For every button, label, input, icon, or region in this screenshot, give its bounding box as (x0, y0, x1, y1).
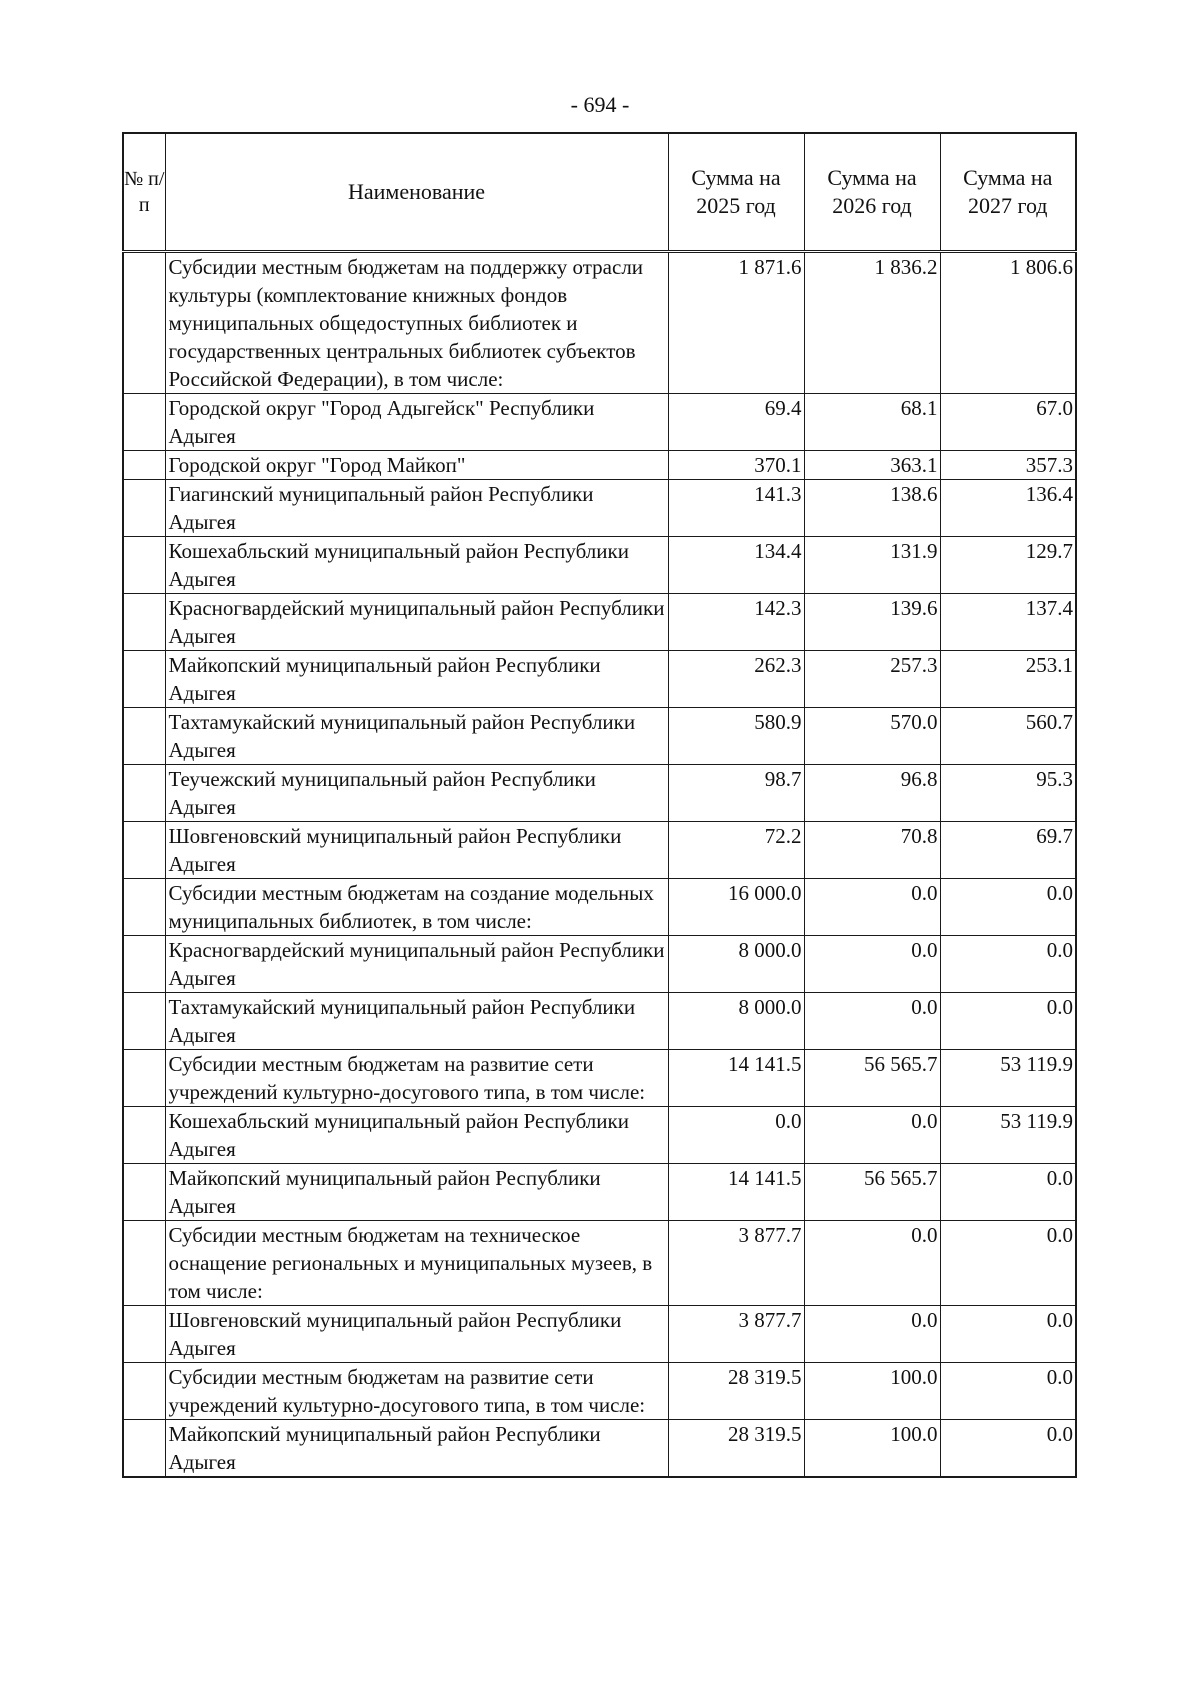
header-row (123, 133, 1076, 252)
row-sum-2025: 1 871.6 (668, 252, 804, 394)
row-sum-2026: 68.1 (804, 394, 940, 451)
row-sum-2026: 363.1 (804, 451, 940, 480)
row-sum-2025: 134.4 (668, 537, 804, 594)
row-number (123, 651, 165, 708)
row-sum-2027: 129.7 (940, 537, 1076, 594)
row-sum-2025: 28 319.5 (668, 1363, 804, 1420)
table-body (123, 252, 1076, 1478)
row-name: Субсидии местным бюджетам на поддержку отрасли культуры (комплектование книжных фондов муниципальных общедоступных библиотек и государственных центральных библиотек субъектов Российской Федерации), в том числе: (165, 252, 668, 394)
row-sum-2025: 3 877.7 (668, 1221, 804, 1306)
row-name: Кошехабльский муниципальный район Республики Адыгея (165, 1107, 668, 1164)
row-number (123, 1221, 165, 1306)
row-name: Субсидии местным бюджетам на развитие сети учреждений культурно-досугового типа, в том числе: (165, 1050, 668, 1107)
row-name: Красногвардейский муниципальный район Республики Адыгея (165, 936, 668, 993)
row-sum-2025: 3 877.7 (668, 1306, 804, 1363)
row-sum-2027: 137.4 (940, 594, 1076, 651)
row-name: Тахтамукайский муниципальный район Республики Адыгея (165, 993, 668, 1050)
table-row (123, 1306, 1076, 1363)
row-number (123, 394, 165, 451)
row-sum-2027: 53 119.9 (940, 1107, 1076, 1164)
row-sum-2025: 14 141.5 (668, 1050, 804, 1107)
budget-table (122, 132, 1077, 1478)
row-sum-2026: 56 565.7 (804, 1050, 940, 1107)
row-number (123, 822, 165, 879)
table-row (123, 252, 1076, 394)
row-number (123, 1107, 165, 1164)
table-row (123, 394, 1076, 451)
row-name: Майкопский муниципальный район Республики Адыгея (165, 1164, 668, 1221)
header-sum-2026: Сумма на 2026 год (804, 133, 940, 252)
row-sum-2026: 0.0 (804, 879, 940, 936)
row-sum-2025: 0.0 (668, 1107, 804, 1164)
header-name: Наименование (165, 133, 668, 252)
row-number (123, 594, 165, 651)
row-name: Майкопский муниципальный район Республики Адыгея (165, 1420, 668, 1478)
table-row (123, 1420, 1076, 1478)
row-sum-2027: 0.0 (940, 1306, 1076, 1363)
row-sum-2026: 100.0 (804, 1420, 940, 1478)
row-number (123, 936, 165, 993)
row-sum-2026: 257.3 (804, 651, 940, 708)
row-sum-2025: 72.2 (668, 822, 804, 879)
row-name: Субсидии местным бюджетам на создание модельных муниципальных библиотек, в том числе: (165, 879, 668, 936)
row-name: Кошехабльский муниципальный район Республики Адыгея (165, 537, 668, 594)
row-sum-2027: 1 806.6 (940, 252, 1076, 394)
page-number: - 694 - (570, 92, 630, 117)
row-sum-2027: 69.7 (940, 822, 1076, 879)
row-number (123, 1050, 165, 1107)
row-sum-2025: 69.4 (668, 394, 804, 451)
row-sum-2026: 0.0 (804, 1306, 940, 1363)
row-number (123, 708, 165, 765)
row-sum-2025: 262.3 (668, 651, 804, 708)
row-sum-2027: 0.0 (940, 1420, 1076, 1478)
row-sum-2027: 67.0 (940, 394, 1076, 451)
table-row (123, 822, 1076, 879)
row-sum-2025: 28 319.5 (668, 1420, 804, 1478)
row-sum-2027: 0.0 (940, 1164, 1076, 1221)
table-row (123, 651, 1076, 708)
row-sum-2025: 8 000.0 (668, 993, 804, 1050)
header-num: № п/п (123, 133, 165, 252)
row-name: Теучежский муниципальный район Республики Адыгея (165, 765, 668, 822)
table-row (123, 1107, 1076, 1164)
table-row (123, 1050, 1076, 1107)
row-number (123, 480, 165, 537)
row-sum-2026: 0.0 (804, 993, 940, 1050)
row-sum-2026: 131.9 (804, 537, 940, 594)
row-sum-2027: 0.0 (940, 1363, 1076, 1420)
row-sum-2026: 0.0 (804, 936, 940, 993)
table-row (123, 451, 1076, 480)
header-sum-2025: Сумма на 2025 год (668, 133, 804, 252)
row-number (123, 765, 165, 822)
table-row (123, 765, 1076, 822)
row-name: Субсидии местным бюджетам на развитие сети учреждений культурно-досугового типа, в том числе: (165, 1363, 668, 1420)
table-row (123, 480, 1076, 537)
row-number (123, 252, 165, 394)
row-number (123, 537, 165, 594)
row-sum-2027: 53 119.9 (940, 1050, 1076, 1107)
row-sum-2027: 0.0 (940, 993, 1076, 1050)
row-sum-2025: 580.9 (668, 708, 804, 765)
table-row (123, 594, 1076, 651)
row-number (123, 1164, 165, 1221)
row-sum-2025: 141.3 (668, 480, 804, 537)
row-sum-2025: 370.1 (668, 451, 804, 480)
row-sum-2025: 16 000.0 (668, 879, 804, 936)
row-sum-2026: 1 836.2 (804, 252, 940, 394)
row-name: Гиагинский муниципальный район Республики Адыгея (165, 480, 668, 537)
table-row (123, 1164, 1076, 1221)
row-sum-2026: 100.0 (804, 1363, 940, 1420)
row-sum-2026: 96.8 (804, 765, 940, 822)
row-number (123, 451, 165, 480)
table-row (123, 1221, 1076, 1306)
row-sum-2027: 357.3 (940, 451, 1076, 480)
row-number (123, 1363, 165, 1420)
table-row (123, 936, 1076, 993)
row-number (123, 1420, 165, 1478)
row-sum-2025: 98.7 (668, 765, 804, 822)
row-sum-2027: 136.4 (940, 480, 1076, 537)
header-sum-2027: Сумма на 2027 год (940, 133, 1076, 252)
row-name: Тахтамукайский муниципальный район Республики Адыгея (165, 708, 668, 765)
table-header (123, 133, 1076, 252)
row-sum-2026: 139.6 (804, 594, 940, 651)
row-sum-2026: 570.0 (804, 708, 940, 765)
row-sum-2027: 0.0 (940, 1221, 1076, 1306)
table-row (123, 1363, 1076, 1420)
row-number (123, 1306, 165, 1363)
table-row (123, 879, 1076, 936)
row-sum-2025: 142.3 (668, 594, 804, 651)
table-row (123, 708, 1076, 765)
row-name: Красногвардейский муниципальный район Республики Адыгея (165, 594, 668, 651)
row-name: Майкопский муниципальный район Республики Адыгея (165, 651, 668, 708)
row-number (123, 879, 165, 936)
row-name: Городской округ "Город Адыгейск" Республики Адыгея (165, 394, 668, 451)
row-name: Городской округ "Город Майкоп" (165, 451, 668, 480)
row-sum-2027: 560.7 (940, 708, 1076, 765)
table-row (123, 537, 1076, 594)
row-sum-2027: 95.3 (940, 765, 1076, 822)
row-sum-2025: 8 000.0 (668, 936, 804, 993)
row-sum-2026: 0.0 (804, 1107, 940, 1164)
row-name: Шовгеновский муниципальный район Республики Адыгея (165, 1306, 668, 1363)
row-sum-2026: 70.8 (804, 822, 940, 879)
row-name: Субсидии местным бюджетам на техническое оснащение региональных и муниципальных музеев, в том числе: (165, 1221, 668, 1306)
row-sum-2026: 138.6 (804, 480, 940, 537)
row-sum-2026: 56 565.7 (804, 1164, 940, 1221)
row-sum-2027: 0.0 (940, 936, 1076, 993)
row-sum-2026: 0.0 (804, 1221, 940, 1306)
row-name: Шовгеновский муниципальный район Республики Адыгея (165, 822, 668, 879)
row-sum-2027: 0.0 (940, 879, 1076, 936)
row-sum-2025: 14 141.5 (668, 1164, 804, 1221)
row-number (123, 993, 165, 1050)
table-row (123, 993, 1076, 1050)
row-sum-2027: 253.1 (940, 651, 1076, 708)
